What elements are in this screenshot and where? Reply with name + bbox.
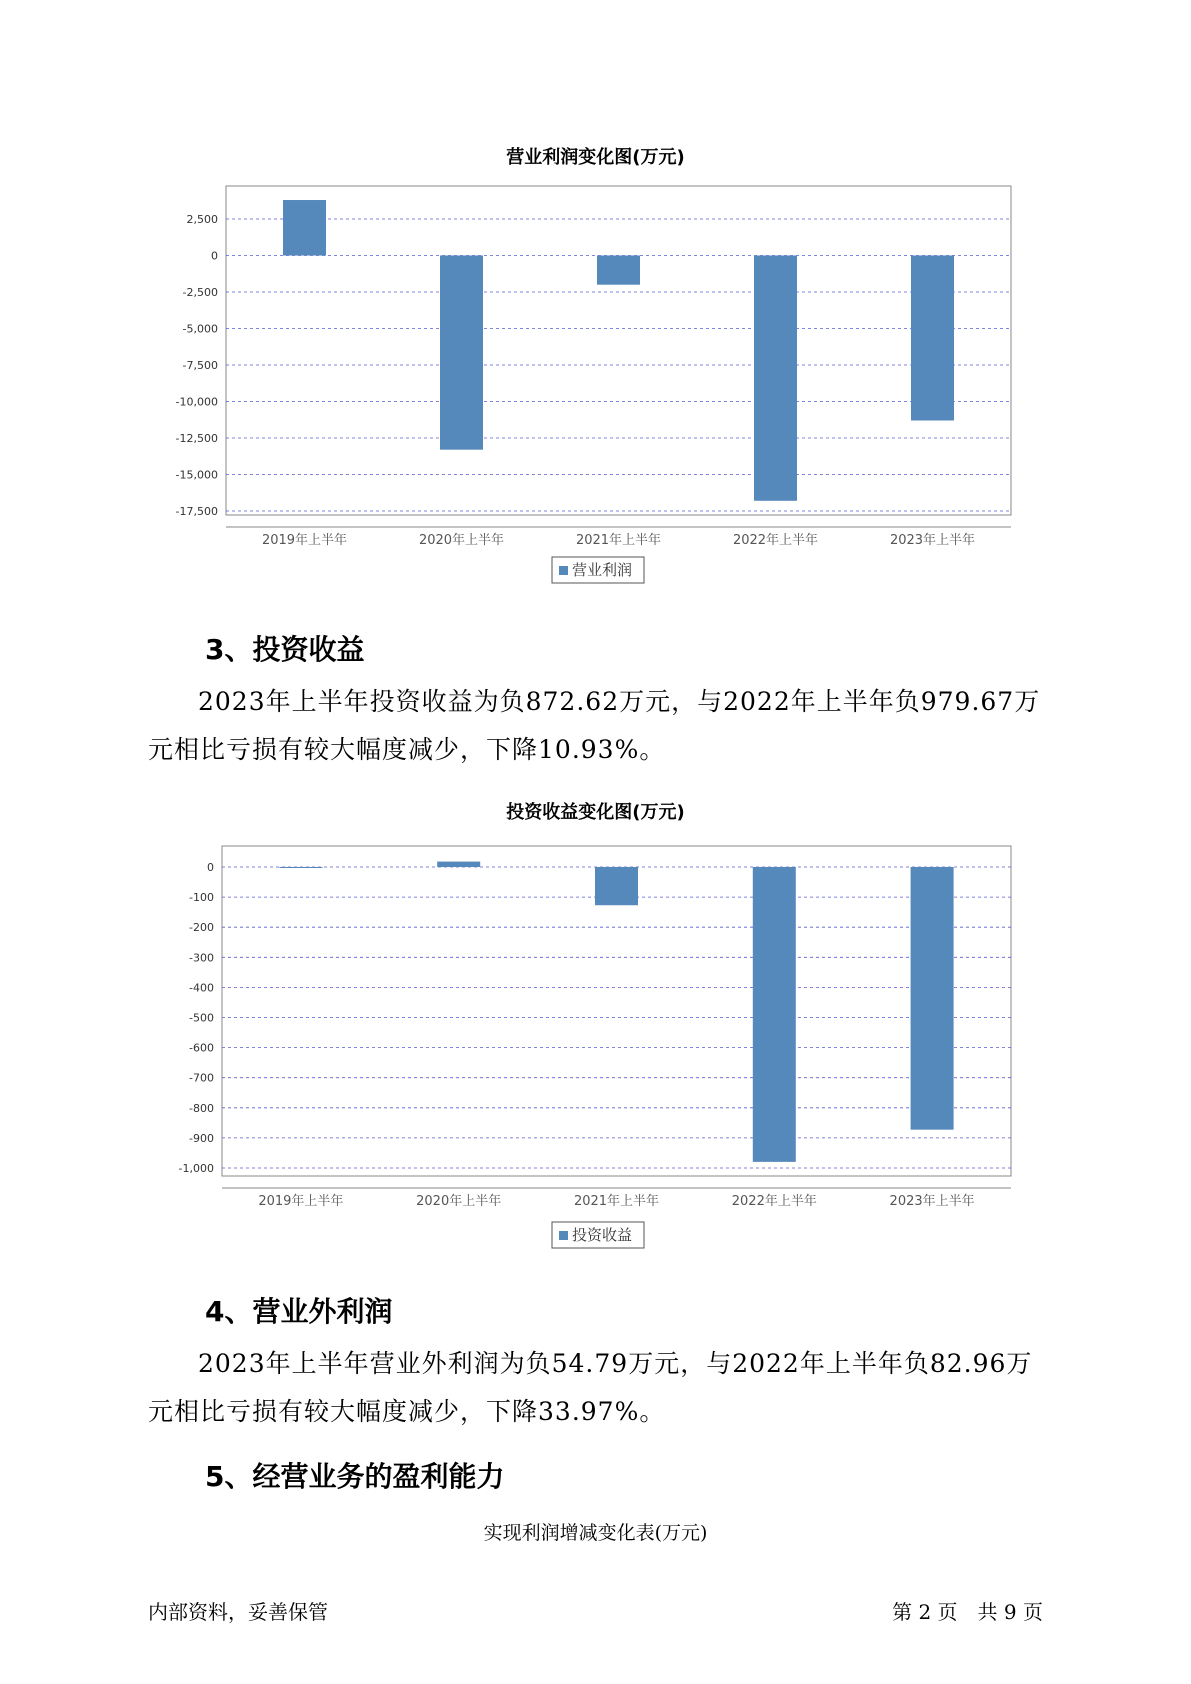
investment-income-chart xyxy=(0,820,1191,1380)
y-tick-label: -10,000 xyxy=(175,395,218,409)
x-category-label: 2021年上半年 xyxy=(573,1194,660,1209)
bar xyxy=(279,867,322,868)
y-tick-label: -2,500 xyxy=(182,286,218,299)
section5-heading: 5、经营业务的盈利能力 xyxy=(205,1460,505,1493)
x-category-label: 2019年上半年 xyxy=(258,1194,344,1209)
section4-heading: 4、营业外利润 xyxy=(205,1295,393,1328)
y-tick-label: -1,000 xyxy=(178,1162,214,1175)
bar xyxy=(440,256,483,450)
x-category-label: 2022年上半年 xyxy=(731,1194,817,1209)
y-tick-label: -800 xyxy=(189,1101,214,1115)
section3-heading: 3、投资收益 xyxy=(205,633,365,666)
bar xyxy=(437,862,480,867)
legend-label: 营业利润 xyxy=(572,561,633,579)
bar xyxy=(911,867,954,1130)
y-tick-label: -300 xyxy=(189,951,214,965)
legend xyxy=(552,1222,644,1248)
section3-line2: 元相比亏损有较大幅度减少，下降10.93%。 xyxy=(148,735,666,764)
y-tick-label: -7,500 xyxy=(182,359,218,372)
chart1-title: 营业利润变化图(万元) xyxy=(506,147,685,168)
section3-paragraph xyxy=(148,678,1058,774)
y-tick-label: -600 xyxy=(189,1041,214,1055)
footer-confidential: 内部资料，妥善保管 xyxy=(148,1600,328,1624)
bar xyxy=(753,867,796,1162)
x-category-label: 2021年上半年 xyxy=(575,533,662,548)
section4-line1: 2023年上半年营业外利润为负54.79万元，与2022年上半年负82.96万 xyxy=(198,1349,1033,1378)
y-tick-label: -200 xyxy=(189,921,214,935)
chart2-title: 投资收益变化图(万元) xyxy=(506,802,685,823)
x-category-label: 2023年上半年 xyxy=(889,533,976,548)
bar xyxy=(595,867,638,905)
bar xyxy=(754,256,797,501)
legend-swatch xyxy=(559,1231,568,1240)
x-category-label: 2019年上半年 xyxy=(261,533,348,548)
x-category-label: 2020年上半年 xyxy=(418,533,505,548)
y-tick-label: -5,000 xyxy=(182,322,218,336)
y-tick-label: -400 xyxy=(189,981,214,995)
table-caption: 实现利润增减变化表(万元) xyxy=(483,1522,708,1544)
bar xyxy=(283,200,326,255)
legend xyxy=(552,557,644,583)
y-tick-label: -500 xyxy=(189,1011,214,1025)
y-tick-label: -12,500 xyxy=(175,432,218,445)
bar xyxy=(911,256,954,421)
section3-line1: 2023年上半年投资收益为负872.62万元，与2022年上半年负979.67万 xyxy=(198,687,1041,716)
operating-profit-chart xyxy=(0,0,1191,579)
x-category-label: 2020年上半年 xyxy=(416,1194,502,1209)
footer-page-number: 第 2 页 共 9 页 xyxy=(892,1600,1043,1624)
y-tick-label: -900 xyxy=(189,1131,214,1145)
y-tick-label: 0 xyxy=(207,861,214,874)
plot-frame xyxy=(226,186,1011,515)
bar xyxy=(597,256,640,285)
y-tick-label: -17,500 xyxy=(175,505,218,518)
y-tick-label: 2,500 xyxy=(186,213,218,226)
section4-line2: 元相比亏损有较大幅度减少，下降33.97%。 xyxy=(148,1397,666,1426)
y-tick-label: 0 xyxy=(211,249,218,263)
x-category-label: 2022年上半年 xyxy=(732,533,819,548)
y-tick-label: -15,000 xyxy=(175,468,218,482)
section4-paragraph xyxy=(148,1340,1058,1436)
legend-swatch xyxy=(559,566,568,575)
legend-label: 投资收益 xyxy=(572,1226,633,1244)
y-tick-label: -100 xyxy=(189,891,214,905)
x-category-label: 2023年上半年 xyxy=(889,1194,975,1209)
y-tick-label: -700 xyxy=(189,1071,214,1085)
